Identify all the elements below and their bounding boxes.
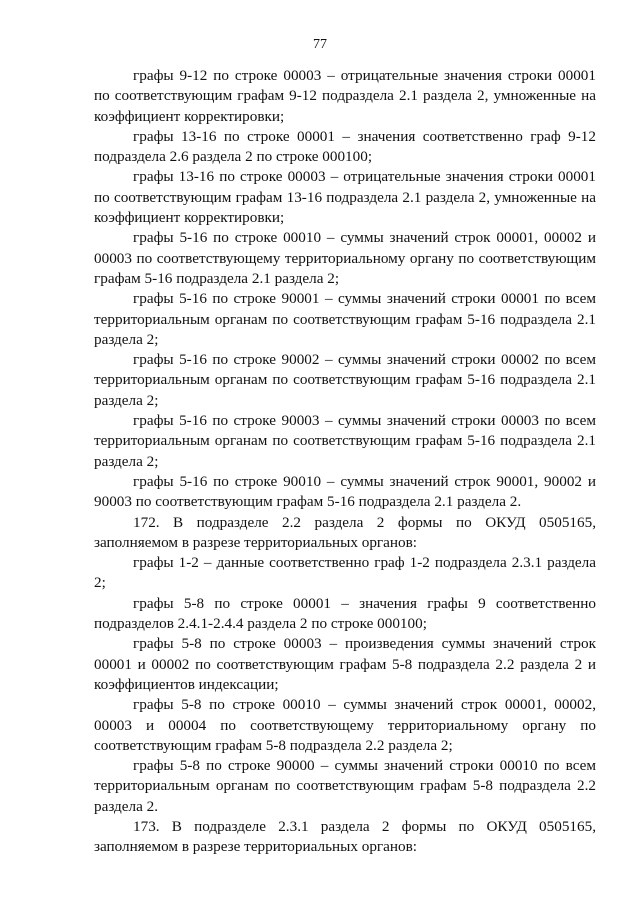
paragraph: графы 5-16 по строке 90010 – суммы значений строк 90001, 90002 и 90003 по соответствующим графам 5-16 подраздела 2.1 раздела 2.: [94, 472, 596, 511]
paragraph: графы 5-8 по строке 00001 – значения графы 9 соответственно подразделов 2.4.1-2.4.4 раздела 2 по строке 000100;: [94, 594, 596, 633]
paragraph: графы 5-16 по строке 90003 – суммы значений строки 00003 по всем территориальным органам по соответствующим графам 5-16 подраздела 2.1 раздела 2;: [94, 412, 596, 470]
paragraph: графы 5-8 по строке 00010 – суммы значений строк 00001, 00002, 00003 и 00004 по соответствующему территориальному органу по соответствующим графам 5-8 подраздела 2.2 раздела 2;: [94, 696, 596, 754]
section-paragraph-172: 172. В подразделе 2.2 раздела 2 формы по ОКУД 0505165, заполняемом в разрезе территориальных органов:: [94, 513, 596, 551]
paragraph: графы 5-8 по строке 90000 – суммы значений строки 00010 по всем территориальным органам по соответствующим графам 5-8 подраздела 2.2 раздела 2.: [94, 757, 596, 815]
section-paragraph-173: 173. В подразделе 2.3.1 раздела 2 формы по ОКУД 0505165, заполняемом в разрезе территориальных органов:: [94, 817, 596, 856]
paragraph: графы 5-16 по строке 00010 – суммы значений строк 00001, 00002 и 00003 по соответствующему территориальному органу по соответствующим графам 5-16 подраздела 2.1 раздела 2;: [94, 229, 596, 287]
paragraph: графы 1-2 – данные соответственно граф 1-2 подраздела 2.3.1 раздела 2;: [94, 554, 596, 592]
paragraph: графы 5-8 по строке 00003 – произведения суммы значений строк 00001 и 00002 по соответствующим графам 5-8 подраздела 2.2 раздела 2 и коэффициентов индексации;: [94, 635, 596, 693]
paragraph: графы 13-16 по строке 00001 – значения соответственно граф 9-12 подраздела 2.6 раздела 2 по строке 000100;: [94, 127, 596, 166]
paragraph: графы 5-16 по строке 90002 – суммы значений строки 00002 по всем территориальным органам по соответствующим графам 5-16 подраздела 2.1 раздела 2;: [94, 351, 596, 409]
paragraph: графы 9-12 по строке 00003 – отрицательные значения строки 00001 по соответствующим графам 9-12 подраздела 2.1 раздела 2, умноженные на коэффициент корректировки;: [94, 67, 596, 125]
paragraph: графы 13-16 по строке 00003 – отрицательные значения строки 00001 по соответствующим графам 13-16 подраздела 2.1 раздела 2, умноженные на коэффициент корректировки;: [94, 168, 596, 227]
page-number: 77: [313, 37, 327, 52]
document-body: [94, 66, 596, 858]
paragraph: графы 5-16 по строке 90001 – суммы значений строки 00001 по всем территориальным органам по соответствующим графам 5-16 подраздела 2.1 раздела 2;: [94, 290, 596, 348]
